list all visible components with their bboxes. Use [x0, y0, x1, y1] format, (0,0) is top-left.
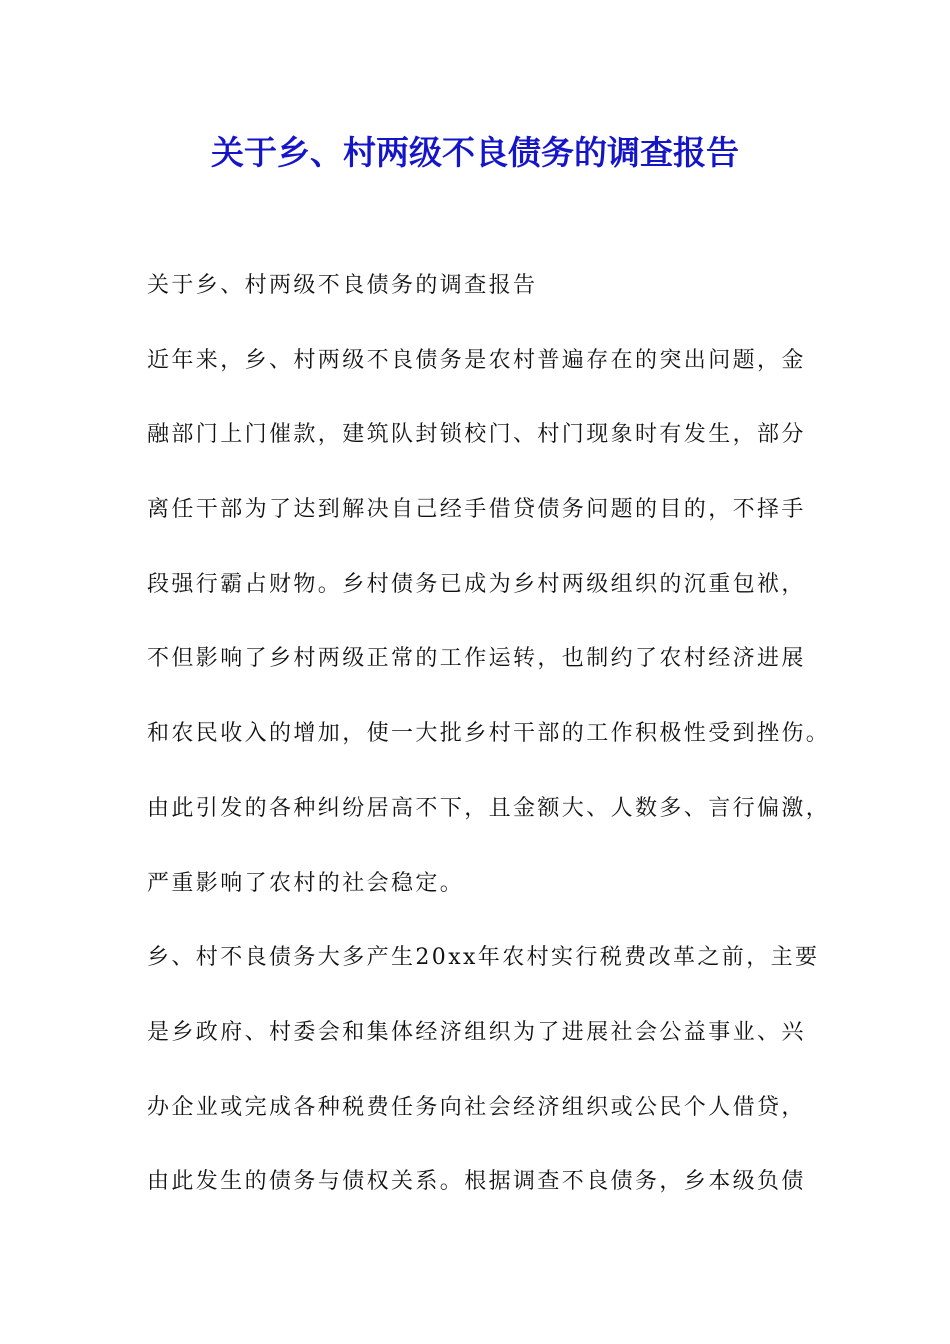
text-line: 融部门上门催款，建筑队封锁校门、村门现象时有发生，部分: [147, 422, 806, 448]
text-line: 乡、村不良债务大多产生20xx年农村实行税费改革之前，主要: [147, 945, 820, 971]
text-line: 严重影响了农村的社会稳定。: [147, 870, 465, 896]
text-line: 离任干部为了达到解决自己经手借贷债务问题的目的，不择手: [147, 497, 806, 523]
document-body: [147, 264, 837, 1235]
text-line: 由此引发的各种纠纷居高不下，且金额大、人数多、言行偏激，: [147, 795, 831, 821]
text-line: 近年来，乡、村两级不良债务是农村普遍存在的突出问题，金: [147, 347, 806, 373]
text-line: 段强行霸占财物。乡村债务已成为乡村两级组织的沉重包袱，: [147, 571, 806, 597]
text-line: 不但影响了乡村两级正常的工作运转，也制约了农村经济进展: [147, 646, 806, 672]
text-line: 关于乡、村两级不良债务的调查报告: [147, 273, 538, 298]
text-line: 是乡政府、村委会和集体经济组织为了进展社会公益事业、兴: [147, 1019, 806, 1045]
document-title: 关于乡、村两级不良债务的调查报告: [211, 133, 739, 172]
text-line: 由此发生的债务与债权关系。根据调查不良债务，乡本级负债: [147, 1169, 806, 1195]
text-line: 办企业或完成各种税费任务向社会经济组织或公民个人借贷，: [147, 1094, 806, 1120]
text-line: 和农民收入的增加，使一大批乡村干部的工作积极性受到挫伤。: [147, 721, 831, 747]
